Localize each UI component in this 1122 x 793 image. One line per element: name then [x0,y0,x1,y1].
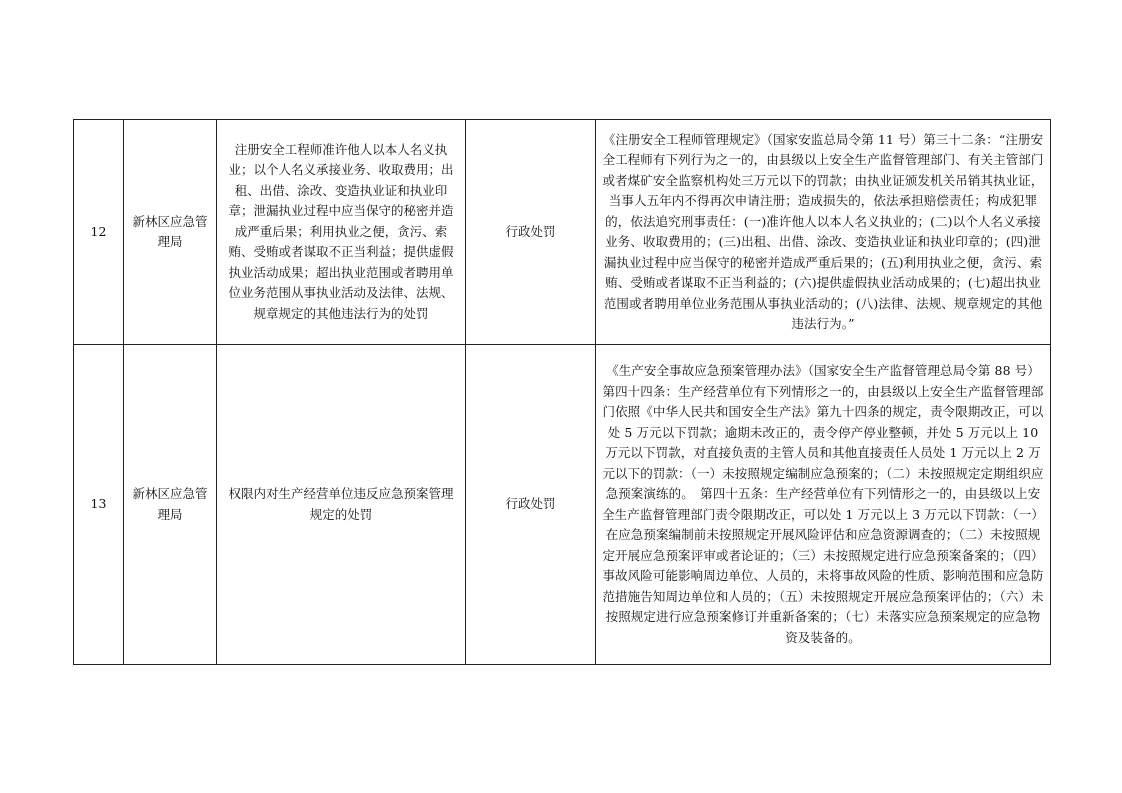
item-description-cell: 权限内对生产经营单位违反应急预案管理规定的处罚 [217,345,466,665]
legal-basis-cell: 《注册安全工程师管理规定》（国家安监总局令第 11 号）第三十二条：“注册安全工程师有下列行为之一的，由县级以上安全生产监督管理部门、有关主管部门或者煤矿安全监察机构处三万元以下的罚款；由执业证颁发机关吊销其执业证，当事人五年内不得再次申请注册；造成损失的，依法承担赔偿责任；构成犯罪的，依法追究刑事责任：(一)准许他人以本人名义执业的；(二)以个人名义承接业务、收取费用的；(三)出租、出借、涂改、变造执业证和执业印章的；(四)泄漏执业过程中应当保守的秘密并造成严重后果的；(五)利用执业之便，贪污、索贿、受贿或者谋取不正当利益的；(六)提供虚假执业活动成果的；(七)超出执业范围或者聘用单位业务范围从事执业活动的；(八)法律、法规、规章规定的其他违法行为。” [596,120,1051,345]
legal-basis-cell: 《生产安全事故应急预案管理办法》（国家安全生产监督管理总局令第 88 号）第四十四条：生产经营单位有下列情形之一的，由县级以上安全生产监督管理部门依照《中华人民共和国安全生产法》第九十四条的规定，责令限期改正，可以处 5 万元以下罚款；逾期未改正的，责令停产停业整顿，并处 5 万元以上 10 万元以下罚款，对直接负责的主管人员和其他直接责任人员处 1 万元以上 2 万元以下的罚款：（一）未按照规定编制应急预案的；（二）未按照规定定期组织应急预案演练的。 第四十五条：生产经营单位有下列情形之一的，由县级以上安全生产监督管理部门责令限期改正，可以处 1 万元以上 3 万元以下罚款：（一）在应急预案编制前未按照规定开展风险评估和应急资源调查的；（二）未按照规定开展应急预案评审或者论证的；（三）未按照规定进行应急预案备案的；（四）事故风险可能影响周边单位、人员的，未将事故风险的性质、影响范围和应急防范措施告知周边单位和人员的；（五）未按照规定开展应急预案评估的；（六）未按照规定进行应急预案修订并重新备案的；（七）未落实应急预案规定的应急物资及装备的。 [596,345,1051,665]
penalty-type-cell: 行政处罚 [466,120,596,345]
department-cell: 新林区应急管理局 [124,345,217,665]
department-cell: 新林区应急管理局 [124,120,217,345]
table-row [74,345,1051,665]
row-number: 12 [74,120,124,345]
penalty-type-cell: 行政处罚 [466,345,596,665]
penalty-table [73,119,1051,665]
row-number: 13 [74,345,124,665]
item-description-cell: 注册安全工程师准许他人以本人名义执业；以个人名义承接业务、收取费用；出租、出借、涂改、变造执业证和执业印章；泄漏执业过程中应当保守的秘密并造成严重后果；利用执业之便，贪污、索贿、受贿或者谋取不正当利益；提供虚假执业活动成果；超出执业范围或者聘用单位业务范围从事执业活动及法律、法规、规章规定的其他违法行为的处罚 [217,120,466,345]
table-row [74,120,1051,345]
